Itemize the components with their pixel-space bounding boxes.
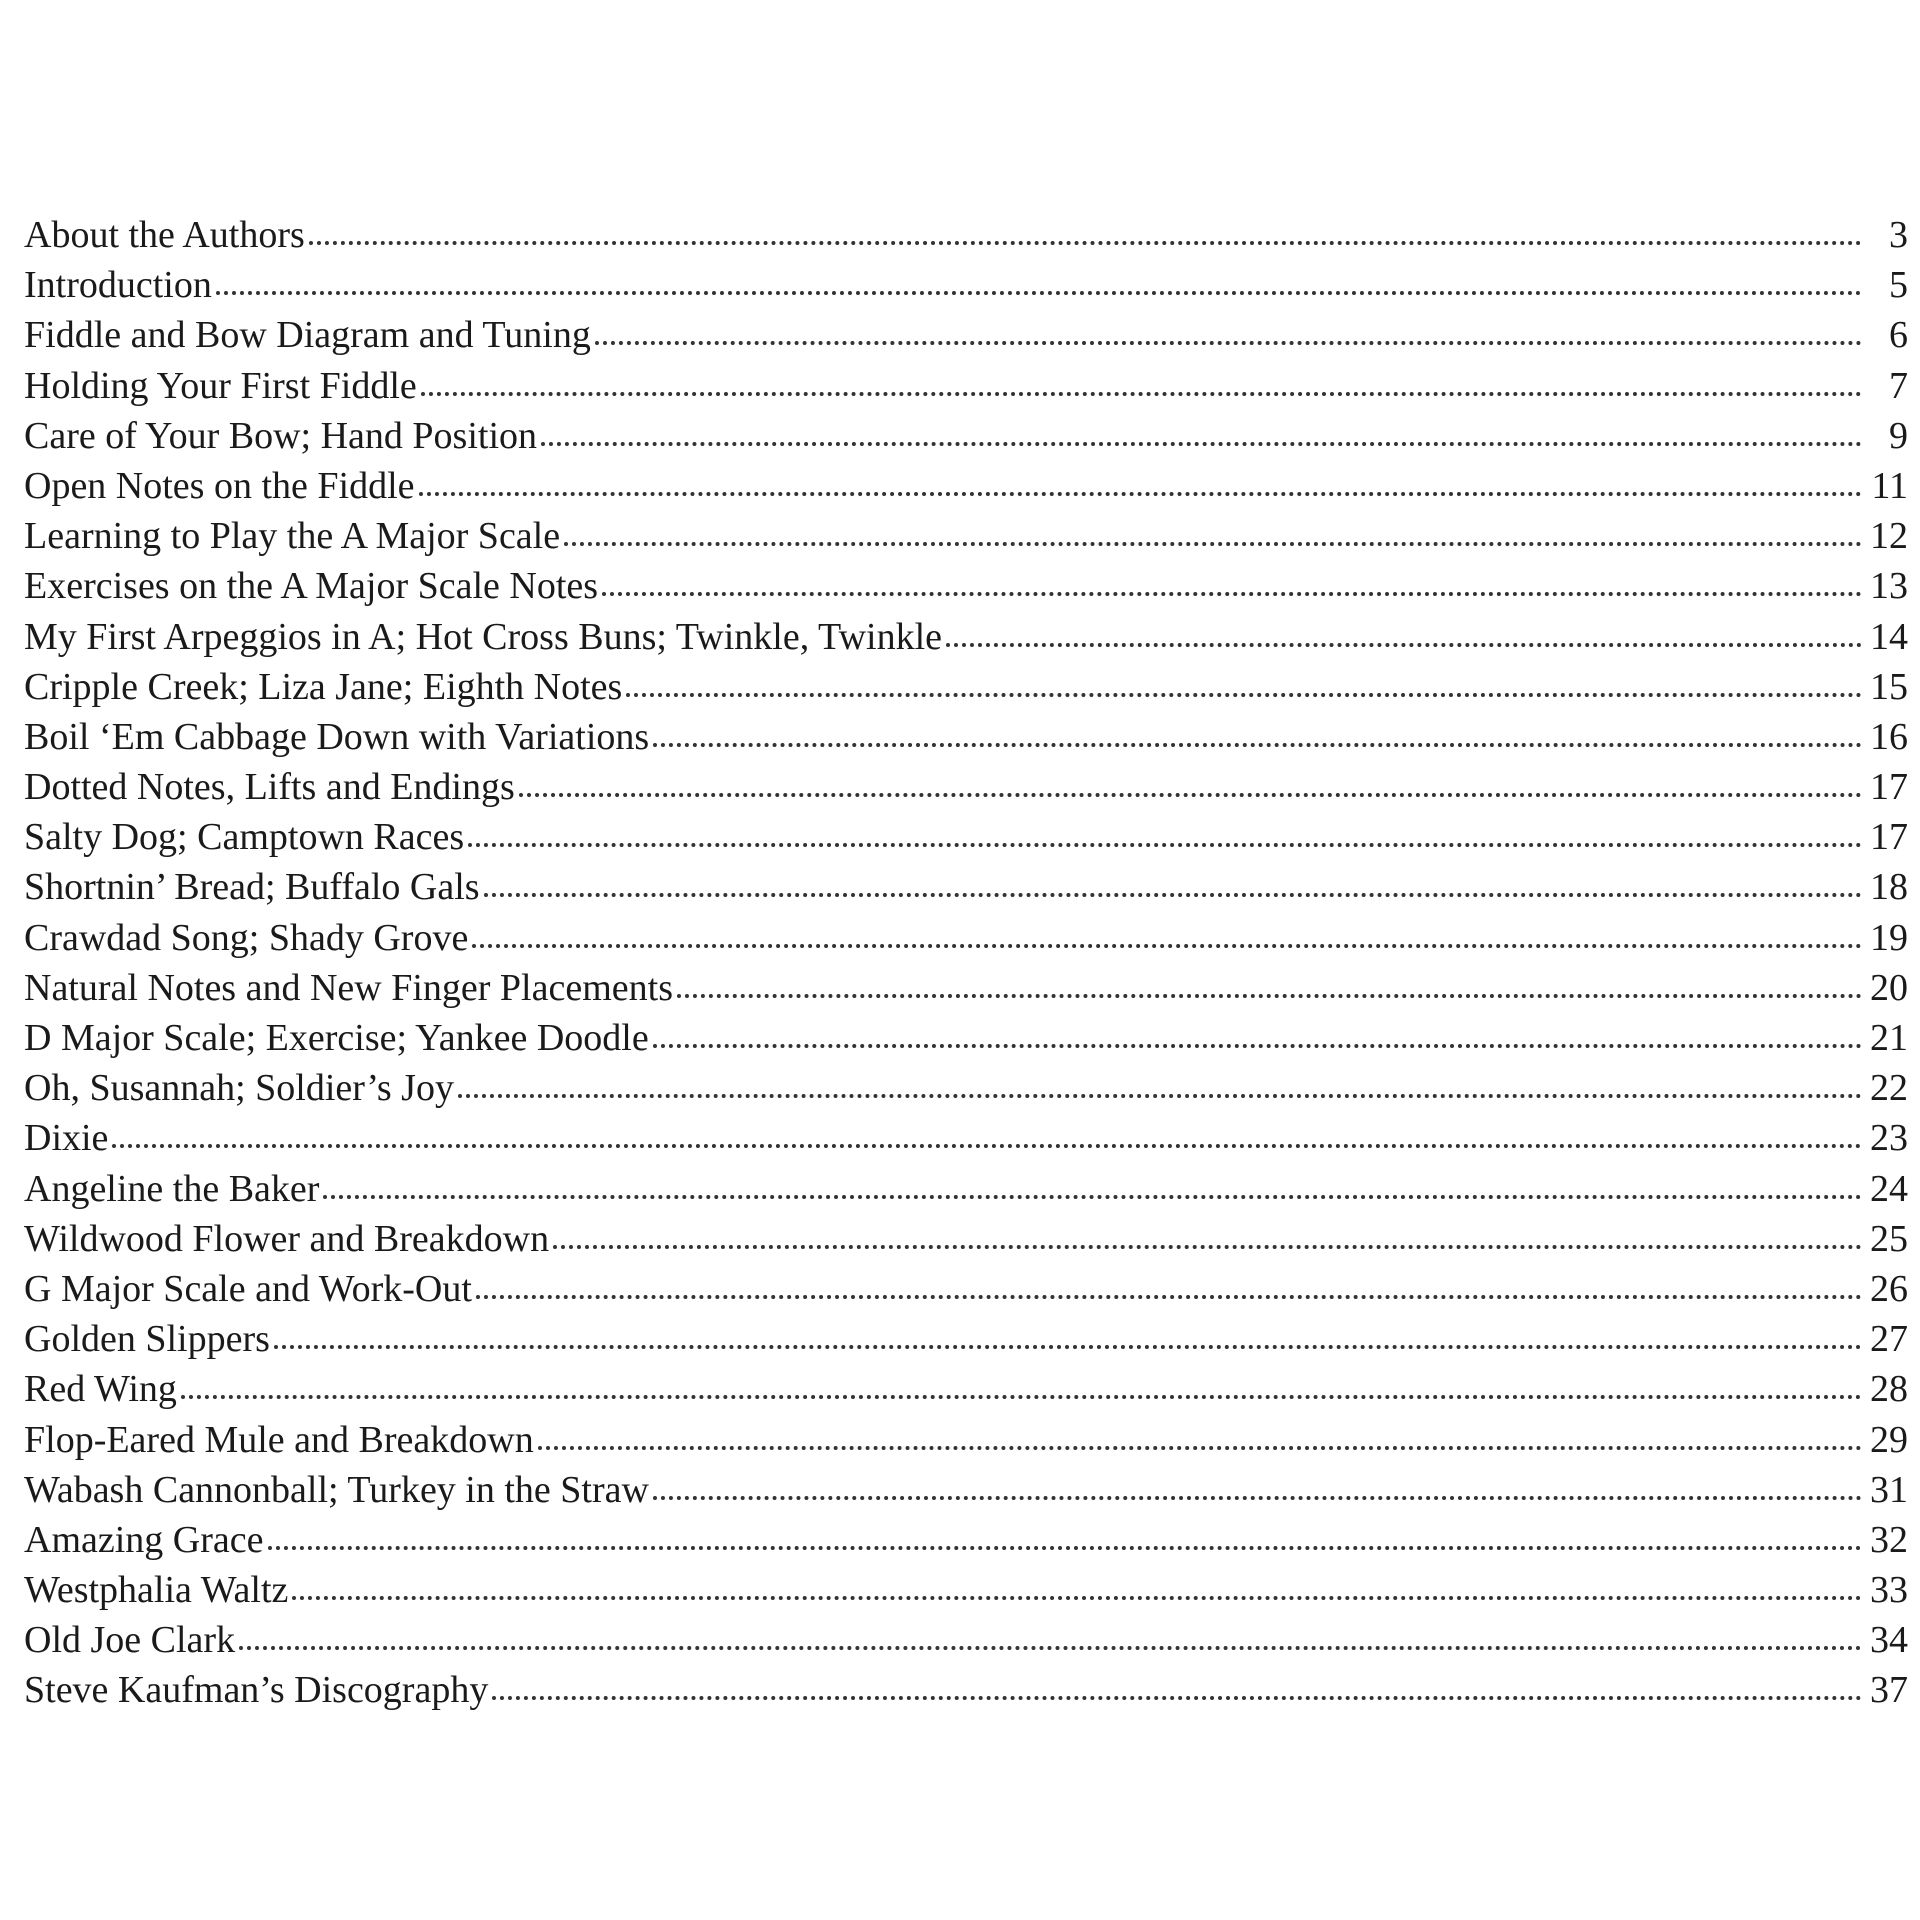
toc-entry-title: D Major Scale; Exercise; Yankee Doodle — [24, 1017, 649, 1059]
toc-entry — [24, 361, 1908, 411]
dot-leader — [653, 742, 1862, 747]
toc-entry-title: Open Notes on the Fiddle — [24, 464, 415, 507]
toc-entry-page: 3 — [1889, 214, 1908, 256]
toc-entry-page: 5 — [1889, 264, 1908, 307]
toc-entry-page: 13 — [1870, 565, 1908, 608]
toc-entry — [24, 310, 1908, 360]
toc-entry-title: Wabash Cannonball; Turkey in the Straw — [24, 1468, 649, 1511]
toc-entry-page: 32 — [1870, 1518, 1908, 1561]
dot-leader — [602, 591, 1862, 596]
toc-entry-title: G Major Scale and Work-Out — [24, 1267, 472, 1310]
toc-entry — [24, 963, 1908, 1013]
toc-entry-title: My First Arpeggios in A; Hot Cross Buns; Twinkle, Twinkle — [24, 615, 943, 658]
toc-entry-page: 19 — [1870, 916, 1908, 959]
toc-entry — [24, 1465, 1908, 1515]
toc-entry-page: 9 — [1889, 414, 1908, 457]
dot-leader — [323, 1194, 1862, 1199]
toc-entry-page: 25 — [1870, 1217, 1908, 1260]
toc-entry-title: Oh, Susannah; Soldier’s Joy — [24, 1067, 454, 1110]
toc-entry — [24, 1415, 1908, 1465]
toc-entry — [24, 612, 1908, 662]
dot-leader — [541, 441, 1862, 446]
dot-leader — [421, 391, 1862, 396]
toc-entry — [24, 1515, 1908, 1565]
dot-leader — [484, 892, 1862, 897]
toc-entry-title: Introduction — [24, 264, 212, 307]
toc-entry-title: Wildwood Flower and Breakdown — [24, 1217, 550, 1260]
toc-entry-title: Shortnin’ Bread; Buffalo Gals — [24, 866, 480, 909]
toc-entry-title: Crawdad Song; Shady Grove — [24, 916, 469, 959]
toc-entry-page: 12 — [1870, 515, 1908, 558]
toc-entry-title: Flop-Eared Mule and Breakdown — [24, 1418, 534, 1461]
dot-leader — [595, 340, 1862, 345]
toc-entry-page: 27 — [1870, 1318, 1908, 1361]
dot-leader — [181, 1394, 1862, 1399]
toc-entry — [24, 260, 1908, 310]
toc-entry-title: Boil ‘Em Cabbage Down with Variations — [24, 715, 650, 758]
toc-entry — [24, 662, 1908, 712]
toc-entry — [24, 1565, 1908, 1615]
toc-entry — [24, 862, 1908, 912]
toc-entry-title: Care of Your Bow; Hand Position — [24, 414, 538, 457]
table-of-contents — [24, 210, 1908, 1716]
toc-entry-page: 15 — [1870, 665, 1908, 708]
toc-entry-title: Steve Kaufman’s Discography — [24, 1669, 489, 1712]
toc-entry — [24, 210, 1908, 260]
dot-leader — [677, 993, 1862, 998]
toc-entry-page: 34 — [1870, 1619, 1908, 1662]
dot-leader — [538, 1445, 1862, 1450]
toc-entry — [24, 461, 1908, 511]
dot-leader — [626, 692, 1862, 697]
toc-entry — [24, 762, 1908, 812]
toc-entry-title: About the Authors — [24, 214, 305, 256]
toc-entry-page: 26 — [1870, 1267, 1908, 1310]
toc-entry-page: 7 — [1889, 364, 1908, 407]
toc-entry — [24, 1214, 1908, 1264]
toc-entry-page: 23 — [1870, 1117, 1908, 1160]
toc-entry — [24, 411, 1908, 461]
dot-leader — [946, 642, 1862, 647]
toc-entry — [24, 712, 1908, 762]
toc-entry — [24, 812, 1908, 862]
toc-entry-title: Amazing Grace — [24, 1518, 264, 1561]
toc-entry-title: Golden Slippers — [24, 1318, 270, 1361]
toc-entry-page: 14 — [1870, 615, 1908, 658]
dot-leader — [274, 1344, 1862, 1349]
toc-entry-title: Holding Your First Fiddle — [24, 364, 417, 407]
dot-leader — [564, 541, 1862, 546]
toc-entry-page: 17 — [1870, 816, 1908, 859]
dot-leader — [476, 1294, 1862, 1299]
toc-entry-page: 28 — [1870, 1368, 1908, 1411]
dot-leader — [468, 842, 1862, 847]
toc-entry-page: 37 — [1870, 1669, 1908, 1712]
dot-leader — [216, 290, 1862, 295]
dot-leader — [492, 1695, 1862, 1700]
toc-entry-title: Westphalia Waltz — [24, 1569, 289, 1612]
toc-entry-title: Red Wing — [24, 1368, 177, 1411]
toc-entry — [24, 1314, 1908, 1364]
toc-entry-title: Angeline the Baker — [24, 1167, 320, 1210]
toc-entry-title: Dixie — [24, 1117, 109, 1160]
toc-entry — [24, 1615, 1908, 1665]
toc-entry-title: Cripple Creek; Liza Jane; Eighth Notes — [24, 665, 623, 708]
toc-entry-page: 24 — [1870, 1167, 1908, 1210]
dot-leader — [653, 1495, 1862, 1500]
toc-entry — [24, 511, 1908, 561]
dot-leader — [309, 240, 1862, 245]
toc-entry-title: Dotted Notes, Lifts and Endings — [24, 766, 515, 809]
toc-entry-title: Natural Notes and New Finger Placements — [24, 966, 673, 1009]
dot-leader — [419, 491, 1862, 496]
dot-leader — [519, 792, 1862, 797]
toc-entry-page: 17 — [1870, 766, 1908, 809]
toc-entry-page: 21 — [1870, 1017, 1908, 1059]
toc-entry-title: Learning to Play the A Major Scale — [24, 515, 561, 558]
dot-leader — [268, 1545, 1863, 1550]
toc-entry — [24, 1013, 1908, 1063]
toc-entry — [24, 1264, 1908, 1314]
dot-leader — [653, 1043, 1862, 1048]
dot-leader — [458, 1093, 1862, 1098]
toc-entry — [24, 1364, 1908, 1414]
toc-entry — [24, 561, 1908, 611]
dot-leader — [472, 943, 1862, 948]
toc-entry — [24, 1113, 1908, 1163]
toc-entry-title: Old Joe Clark — [24, 1619, 236, 1662]
toc-entry-page: 11 — [1871, 464, 1908, 507]
toc-entry-title: Salty Dog; Camptown Races — [24, 816, 465, 859]
toc-entry-page: 29 — [1870, 1418, 1908, 1461]
dot-leader — [553, 1244, 1862, 1249]
toc-entry-page: 20 — [1870, 966, 1908, 1009]
toc-entry-title: Exercises on the A Major Scale Notes — [24, 565, 599, 608]
toc-entry-page: 6 — [1889, 314, 1908, 357]
toc-entry — [24, 1063, 1908, 1113]
dot-leader — [292, 1595, 1862, 1600]
toc-entry-title: Fiddle and Bow Diagram and Tuning — [24, 314, 591, 357]
toc-entry — [24, 1164, 1908, 1214]
dot-leader — [112, 1143, 1862, 1148]
toc-entry-page: 31 — [1870, 1468, 1908, 1511]
toc-entry-page: 22 — [1870, 1067, 1908, 1110]
dot-leader — [239, 1645, 1862, 1650]
toc-entry — [24, 1665, 1908, 1715]
toc-entry-page: 16 — [1870, 715, 1908, 758]
toc-entry-page: 18 — [1870, 866, 1908, 909]
toc-entry-page: 33 — [1870, 1569, 1908, 1612]
toc-entry — [24, 913, 1908, 963]
